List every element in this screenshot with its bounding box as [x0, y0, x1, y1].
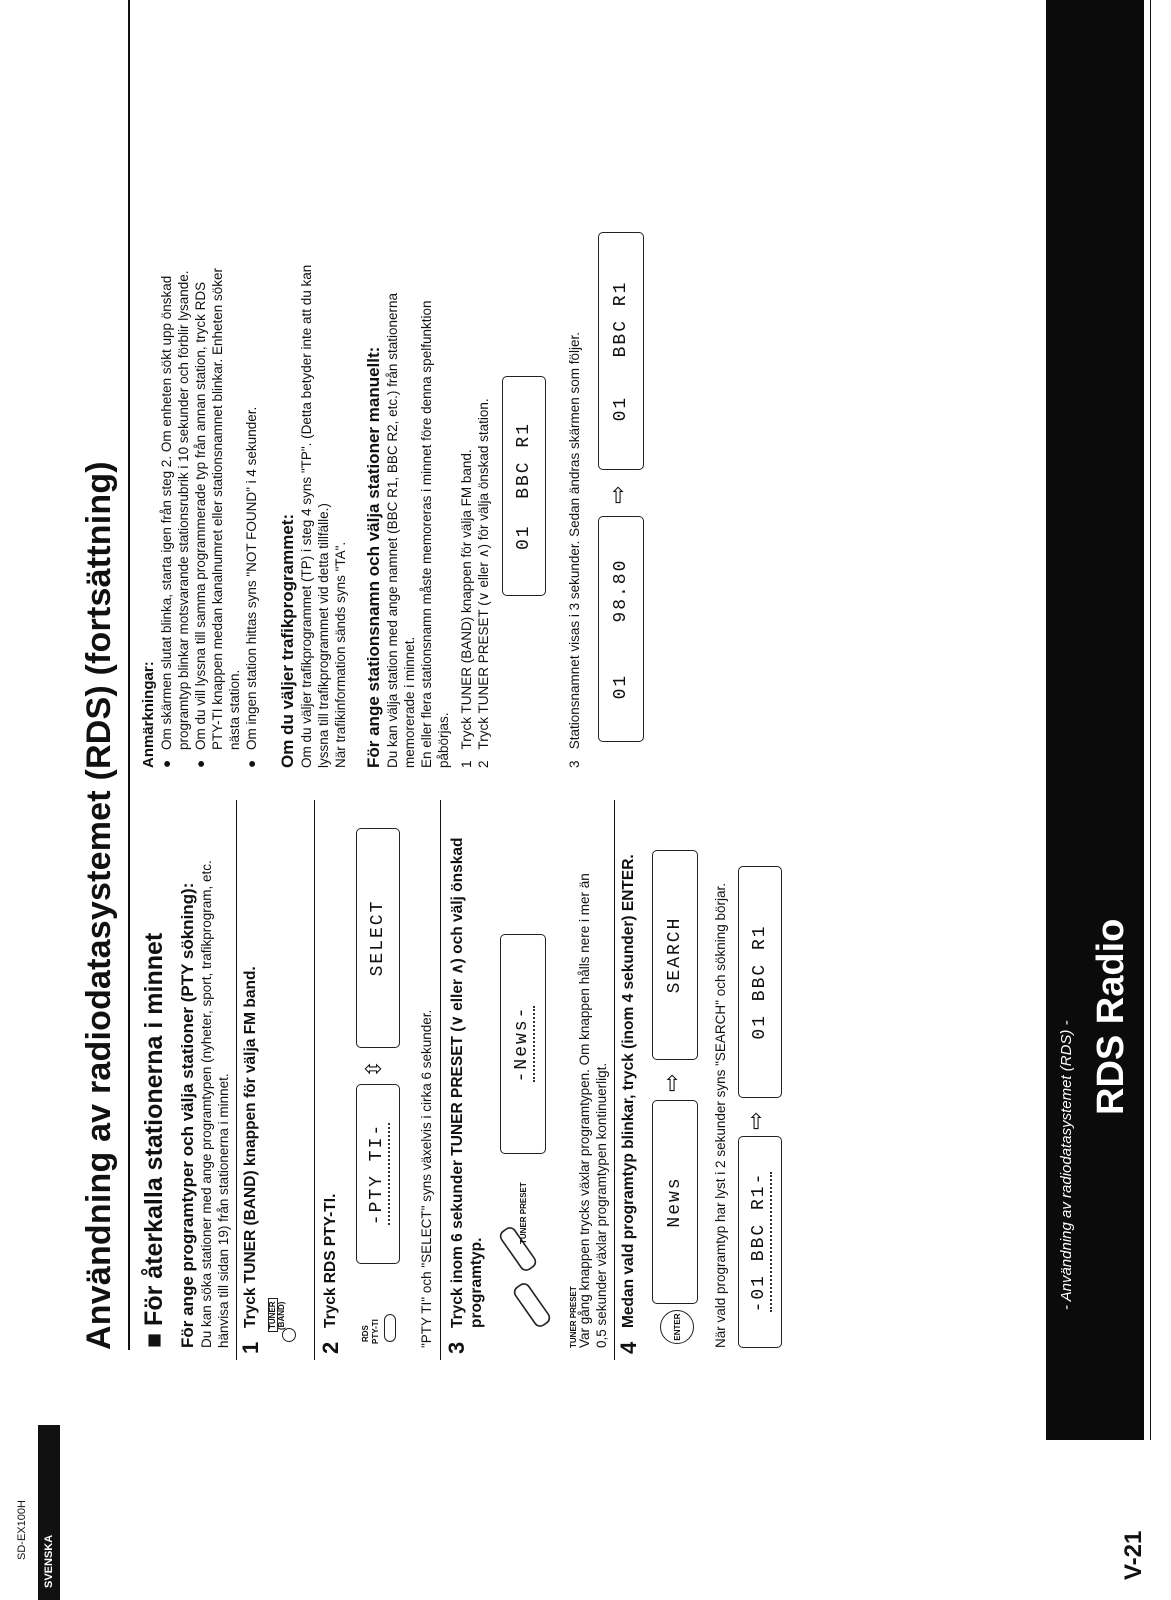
step3-title-line1: Tryck inom 6 sekunder TUNER PRESET (∨ eller ∧) och välj önskad	[449, 837, 466, 1328]
preset-down-label: TUNER PRESET	[569, 1286, 578, 1348]
lcd-pty-ti: -PTY TI-	[356, 1084, 400, 1264]
pty-ti-label: PTY-TI	[371, 1319, 380, 1344]
lcd-search: SEARCH	[652, 850, 698, 1060]
bullet-icon: ●	[193, 759, 208, 768]
step3-number: 3	[444, 1341, 469, 1354]
step4-note: När vald programtyp har lyst i 2 sekunder syns "SEARCH" och sökning börjar.	[713, 882, 728, 1348]
swap-arrow-icon: ⇳	[362, 1059, 387, 1078]
rds-pty-ti-button[interactable]	[384, 1314, 396, 1342]
bullet-icon: ●	[159, 759, 174, 768]
step2-number: 2	[318, 1341, 343, 1354]
tuner-preset-buttons-icon[interactable]	[494, 1212, 570, 1342]
side-subtitle: - Användning av radiodatasystemet (RDS) -	[1058, 1020, 1075, 1310]
rds-label: RDS	[361, 1325, 370, 1342]
manual-line1: Du kan välja station med ange namnet (BBC R1, BBC R2, etc.) från stationerna	[385, 293, 400, 768]
traffic-heading: Om du väljer trafikprogrammet:	[278, 513, 297, 768]
manual-line3: En eller flera stationsnamn måste memoreras i minnet före denna spelfunktion	[419, 300, 434, 768]
arrow-right-icon: ⇨	[660, 1073, 685, 1092]
tuner-button-label: TUNER	[268, 1298, 278, 1332]
traffic-line3: När trafikinformation sänds syns "TA".	[333, 541, 348, 768]
lcd-manual-bbc-2: 01 BBC R1	[598, 232, 644, 470]
lcd-frequency: 01 98.80	[598, 516, 644, 742]
note2-line2: PTY-TI knappen medan kanalnumret eller stationsnamnet blinkar. Enheten söker	[210, 267, 225, 750]
arrow-right-icon-2: ⇨	[744, 1111, 769, 1130]
band-button-label: (BAND)	[277, 1301, 286, 1330]
note1-line1: Om skärmen slutat blinka, starta igen från steg 2. Om enheten sökt upp önskad	[159, 275, 174, 750]
title-rule	[128, 0, 130, 1350]
lcd-news-2: News	[652, 1100, 698, 1304]
bottom-rule	[1150, 0, 1151, 1440]
enter-button[interactable]: ENTER	[660, 1310, 694, 1344]
step4-title: Medan vald programtyp blinkar, tryck (inom 4 sekunder) ENTER.	[620, 854, 637, 1328]
manual-step1: 1 Tryck TUNER (BAND) knappen för välja FM band.	[459, 449, 474, 768]
manual-line2: memorerade i minnet.	[402, 636, 417, 768]
language-tab: SVENSKA	[38, 1425, 60, 1600]
sub-heading: För ange programtyper och välja stationer (PTY sökning):	[178, 882, 197, 1348]
lcd-bbc-flash: -01 BBC R1-	[738, 1136, 782, 1348]
arrow-right-icon-3: ⇨	[606, 485, 631, 504]
step4-number: 4	[616, 1341, 641, 1354]
step2-note: "PTY TI" och "SELECT" syns växelvis i cirka 6 sekunder.	[419, 1009, 434, 1348]
section-heading: ■ För återkalla stationerna i minnet	[140, 932, 168, 1348]
note1-line2: programtyp blinkar motsvarande stationsrubrik i 10 sekunder och förblir lysande.	[176, 270, 191, 750]
intro-line-1: Du kan söka stationer med ange programtypen (nyheter, sport, trafikprogram, etc.	[199, 860, 214, 1348]
model-number: SD-EX100H	[16, 1500, 28, 1560]
traffic-line1: Om du väljer trafikprogrammet (TP) i steg 4 syns "TP". (Detta betyder inte att du kan	[299, 264, 314, 768]
manual-line4: påbörjas.	[436, 712, 451, 768]
manual-step2: 2 Tryck TUNER PRESET (∨ eller ∧) för välja önskad station.	[476, 398, 491, 768]
intro-line-2: hänvisa till sidan 19) från stationerna i minnet.	[216, 1073, 231, 1348]
step3-note-line1: Var gång knappen trycks växlar programtypen. Om knappen hålls nere i mer än	[577, 873, 592, 1348]
tuner-band-button[interactable]	[282, 1328, 296, 1342]
notes-heading: Anmärkningar:	[140, 661, 157, 768]
manual-heading: För ange stationsnamn och välja stationer manuellt:	[364, 346, 383, 768]
note2-line1: Om du vill lyssna till samma programmerade typ från annan station, tryck RDS	[193, 281, 208, 750]
traffic-line2: lyssna till trafikprogrammet vid detta tillfälle.)	[316, 503, 331, 768]
side-title: RDS Radio	[1090, 918, 1132, 1115]
lcd-manual-bbc: 01 BBC R1	[502, 376, 546, 596]
step3-title-line2: programtyp.	[468, 1237, 485, 1328]
preset-up-label: TUNER PRESET	[519, 1182, 528, 1244]
lcd-select: SELECT	[356, 828, 400, 1048]
note2-line3: nästa station.	[227, 669, 242, 750]
step1-title: Tryck TUNER (BAND) knappen för välja FM band.	[242, 966, 259, 1328]
page-title: Användning av radiodatasystemet (RDS) (fortsättning)	[80, 461, 118, 1350]
page-number: V-21	[1120, 1530, 1147, 1580]
step2-title: Tryck RDS PTY-TI.	[322, 1193, 339, 1328]
manual-step3: 3 Stationsnamnet visas i 3 sekunder. Sedan ändras skärmen som följer.	[567, 332, 582, 768]
lcd-news: -News-	[500, 934, 546, 1154]
lcd-bbc-steady: 01 BBC R1	[738, 866, 782, 1098]
bullet-icon: ●	[244, 759, 259, 768]
step3-note-line2: 0,5 sekunder växlar programtypen kontinuerligt.	[594, 1062, 609, 1348]
step1-number: 1	[238, 1341, 263, 1354]
note3: Om ingen station hittas syns "NOT FOUND" i 4 sekunder.	[244, 406, 259, 750]
